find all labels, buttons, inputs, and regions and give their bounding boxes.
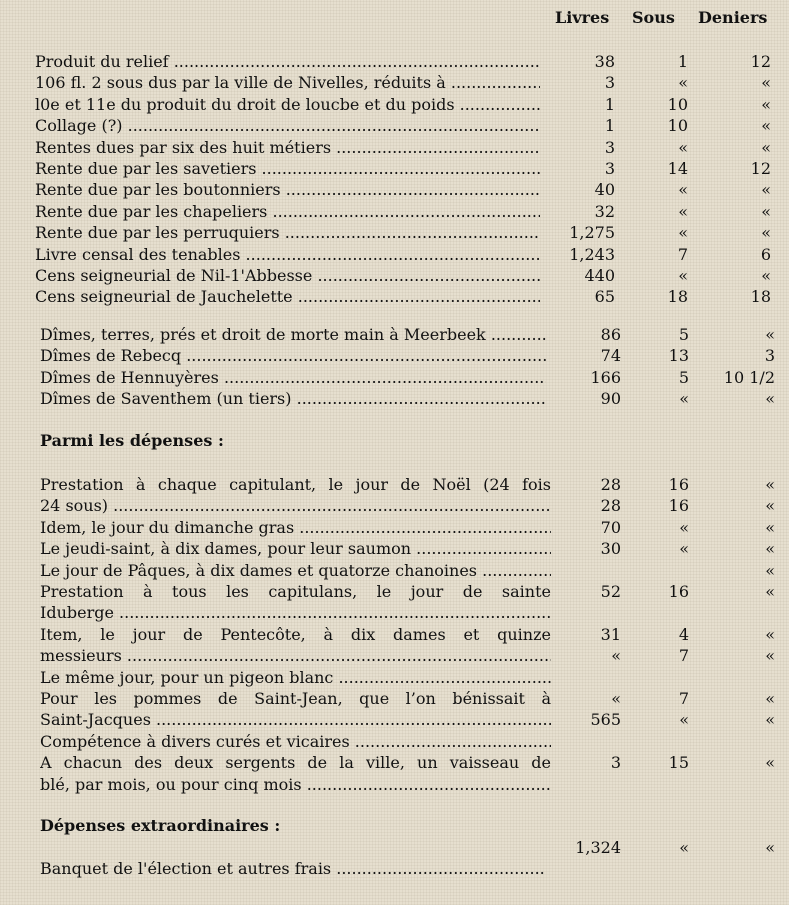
ledger-row bbox=[0, 72, 789, 93]
ledger-row bbox=[0, 517, 789, 538]
row-deniers: « bbox=[761, 73, 771, 93]
row-deniers: « bbox=[761, 266, 771, 285]
row-livres: 70 bbox=[600, 517, 621, 537]
ledger-row bbox=[0, 495, 789, 516]
ledger-row bbox=[0, 688, 789, 709]
row-sous: « bbox=[678, 137, 688, 157]
row-livres: 65 bbox=[594, 287, 615, 307]
row-label: Saint-Jacques ..... bbox=[40, 709, 551, 730]
row-livres: 74 bbox=[600, 346, 621, 366]
ledger-row bbox=[0, 581, 789, 602]
row-livres: 40 bbox=[594, 180, 615, 200]
row-label: Dîmes de Hennuyères ..... bbox=[40, 367, 546, 388]
row-label: A chacun des deux sergents de la ville, un vaisseau de bbox=[40, 753, 551, 773]
extra-sous: « bbox=[679, 838, 689, 857]
row-label: Idem, le jour du dimanche gras ..... bbox=[40, 517, 551, 538]
row-livres: 565 bbox=[590, 710, 621, 730]
ledger-row bbox=[0, 602, 789, 623]
row-deniers: « bbox=[761, 137, 771, 157]
row-label: Rente due par les chapeliers ..... bbox=[35, 201, 540, 222]
ledger-row bbox=[0, 388, 789, 409]
row-deniers: « bbox=[761, 180, 771, 200]
row-sous: 16 bbox=[668, 475, 689, 494]
row-label: Dîmes de Rebecq ..... bbox=[40, 345, 546, 366]
row-livres: 90 bbox=[600, 389, 621, 409]
row-label: Dîmes de Saventhem (un tiers) ..... bbox=[40, 388, 546, 409]
ledger-row bbox=[0, 367, 789, 388]
ledger-row bbox=[0, 474, 789, 495]
row-sous: 5 bbox=[678, 367, 689, 387]
row-label: Le jour de Pâques, à dix dames et quatorze chanoines ..... bbox=[40, 560, 551, 581]
row-deniers: « bbox=[765, 325, 775, 344]
row-sous: « bbox=[679, 517, 689, 537]
row-sous: 18 bbox=[667, 287, 688, 307]
row-deniers: « bbox=[765, 475, 775, 494]
ledger-row bbox=[0, 667, 789, 688]
row-label: Prestation à tous les capitulans, le jour de sainte bbox=[40, 582, 551, 601]
ledger-row bbox=[0, 244, 789, 265]
extra-deniers: « bbox=[765, 838, 775, 857]
row-deniers: « bbox=[765, 389, 775, 409]
row-label: l0e et 11e du produit du droit de loucbe et du poids ..... bbox=[35, 94, 540, 115]
row-deniers: « bbox=[761, 223, 771, 243]
extra-label: Banquet de l'élection et autres frais ..... bbox=[40, 858, 546, 879]
row-sous: 14 bbox=[667, 159, 688, 178]
row-label: Compétence à divers curés et vicaires ..... bbox=[40, 731, 551, 752]
row-sous: « bbox=[679, 710, 689, 730]
row-livres: 166 bbox=[590, 367, 621, 387]
row-label: blé, par mois, ou pour cinq mois ..... bbox=[40, 774, 551, 795]
row-sous: « bbox=[678, 73, 688, 93]
ledger-row bbox=[0, 731, 789, 752]
row-deniers: « bbox=[765, 582, 775, 601]
row-livres: 1,243 bbox=[569, 244, 615, 264]
row-label: Item, le jour de Pentecôte, à dix dames et quinze bbox=[40, 624, 551, 644]
ledger-row bbox=[0, 158, 789, 179]
extra-values-row bbox=[0, 837, 789, 858]
row-deniers: « bbox=[765, 560, 775, 580]
row-label: 106 fl. 2 sous dus par la ville de Nivelles, réduits à ..... bbox=[35, 72, 540, 93]
row-deniers: 12 bbox=[750, 159, 771, 178]
row-deniers: « bbox=[765, 624, 775, 644]
row-label: Le même jour, pour un pigeon blanc ..... bbox=[40, 667, 551, 688]
row-livres: 1 bbox=[604, 94, 615, 114]
ledger-row bbox=[0, 645, 789, 666]
ledger-row bbox=[0, 137, 789, 158]
row-sous: « bbox=[678, 201, 688, 221]
ledger-row bbox=[0, 265, 789, 286]
row-livres: « bbox=[611, 646, 621, 666]
row-livres: 86 bbox=[600, 325, 621, 344]
row-sous: 16 bbox=[668, 582, 689, 601]
row-label: Livre censal des tenables ..... bbox=[35, 244, 540, 265]
row-deniers: 3 bbox=[764, 346, 775, 366]
row-label: Rente due par les perruquiers ..... bbox=[35, 222, 540, 243]
row-livres: 31 bbox=[600, 624, 621, 644]
row-livres: « bbox=[611, 689, 621, 708]
ledger-row bbox=[0, 115, 789, 136]
section-extra-title: Dépenses extraordinaires : bbox=[40, 816, 281, 835]
row-sous: « bbox=[678, 180, 688, 200]
row-deniers: « bbox=[761, 201, 771, 221]
row-sous: 5 bbox=[678, 325, 689, 344]
row-deniers: 18 bbox=[750, 287, 771, 307]
ledger-row bbox=[0, 345, 789, 366]
row-deniers: « bbox=[761, 94, 771, 114]
row-label: Produit du relief ..... bbox=[35, 51, 540, 72]
extra-label-row bbox=[0, 858, 789, 879]
row-sous: 13 bbox=[668, 346, 689, 366]
row-livres: 3 bbox=[604, 73, 615, 93]
row-sous: « bbox=[679, 539, 689, 559]
ledger-row bbox=[0, 94, 789, 115]
ledger-row bbox=[0, 752, 789, 773]
row-sous: 10 bbox=[667, 116, 688, 136]
extra-livres: 1,324 bbox=[575, 838, 621, 857]
row-sous: 7 bbox=[678, 646, 689, 666]
row-livres: 3 bbox=[604, 137, 615, 157]
ledger-row bbox=[0, 324, 789, 345]
row-deniers: « bbox=[765, 753, 775, 773]
row-sous: 7 bbox=[677, 244, 688, 264]
row-sous: « bbox=[679, 389, 689, 409]
row-sous: 15 bbox=[668, 753, 689, 773]
row-sous: 10 bbox=[667, 94, 688, 114]
row-livres: 28 bbox=[600, 496, 621, 516]
row-livres: 1 bbox=[604, 116, 615, 136]
row-deniers: « bbox=[765, 710, 775, 730]
row-livres: 38 bbox=[594, 52, 615, 71]
row-label: Rente due par les boutonniers ..... bbox=[35, 179, 540, 200]
row-label: Pour les pommes de Saint-Jean, que l’on bénissait à bbox=[40, 689, 551, 708]
row-label: 24 sous) ..... bbox=[40, 495, 551, 516]
row-label: Le jeudi-saint, à dix dames, pour leur saumon ..... bbox=[40, 538, 551, 559]
row-label: Cens seigneurial de Jauchelette ..... bbox=[35, 286, 540, 307]
row-livres: 30 bbox=[600, 539, 621, 559]
row-livres: 52 bbox=[600, 582, 621, 601]
ledger-row bbox=[0, 624, 789, 645]
row-livres: 32 bbox=[594, 201, 615, 221]
row-deniers: 6 bbox=[760, 244, 771, 264]
row-livres: 3 bbox=[610, 753, 621, 773]
row-deniers: « bbox=[765, 539, 775, 559]
row-sous: « bbox=[678, 223, 688, 243]
row-deniers: 10 1/2 bbox=[723, 367, 775, 387]
ledger-row bbox=[0, 201, 789, 222]
row-deniers: « bbox=[761, 116, 771, 136]
row-label: Rente due par les savetiers ..... bbox=[35, 158, 540, 179]
row-label: messieurs ..... bbox=[40, 645, 551, 666]
row-deniers: « bbox=[765, 496, 775, 516]
row-label: Cens seigneurial de Nil-1'Abbesse ..... bbox=[35, 265, 540, 286]
row-deniers: « bbox=[765, 646, 775, 666]
ledger-row bbox=[0, 286, 789, 307]
row-label: Prestation à chaque capitulant, le jour de Noël (24 fois bbox=[40, 475, 551, 494]
header-sous: Sous bbox=[632, 8, 675, 27]
ledger-row bbox=[0, 560, 789, 581]
header-livres: Livres bbox=[555, 8, 610, 27]
row-label: Dîmes, terres, prés et droit de morte main à Meerbeek ..... bbox=[40, 324, 546, 345]
row-sous: 16 bbox=[668, 496, 689, 516]
header-deniers: Deniers bbox=[698, 8, 768, 27]
row-livres: 3 bbox=[604, 159, 615, 178]
ledger-row bbox=[0, 709, 789, 730]
row-livres: 28 bbox=[600, 475, 621, 494]
ledger-row bbox=[0, 222, 789, 243]
ledger-row bbox=[0, 538, 789, 559]
row-deniers: 12 bbox=[750, 52, 771, 71]
section-depenses-title: Parmi les dépenses : bbox=[40, 431, 224, 450]
row-livres: 440 bbox=[584, 266, 615, 285]
row-sous: 1 bbox=[677, 52, 688, 71]
row-label: Rentes dues par six des huit métiers ..... bbox=[35, 137, 540, 158]
row-label: Collage (?) ..... bbox=[35, 115, 540, 136]
ledger-row bbox=[0, 774, 789, 795]
row-sous: « bbox=[678, 266, 688, 285]
row-sous: 7 bbox=[678, 689, 689, 708]
ledger-row bbox=[0, 179, 789, 200]
row-label: Iduberge ..... bbox=[40, 602, 551, 623]
row-deniers: « bbox=[765, 517, 775, 537]
row-sous: 4 bbox=[678, 624, 689, 644]
row-livres: 1,275 bbox=[569, 223, 615, 243]
row-deniers: « bbox=[765, 689, 775, 708]
ledger-row bbox=[0, 51, 789, 72]
